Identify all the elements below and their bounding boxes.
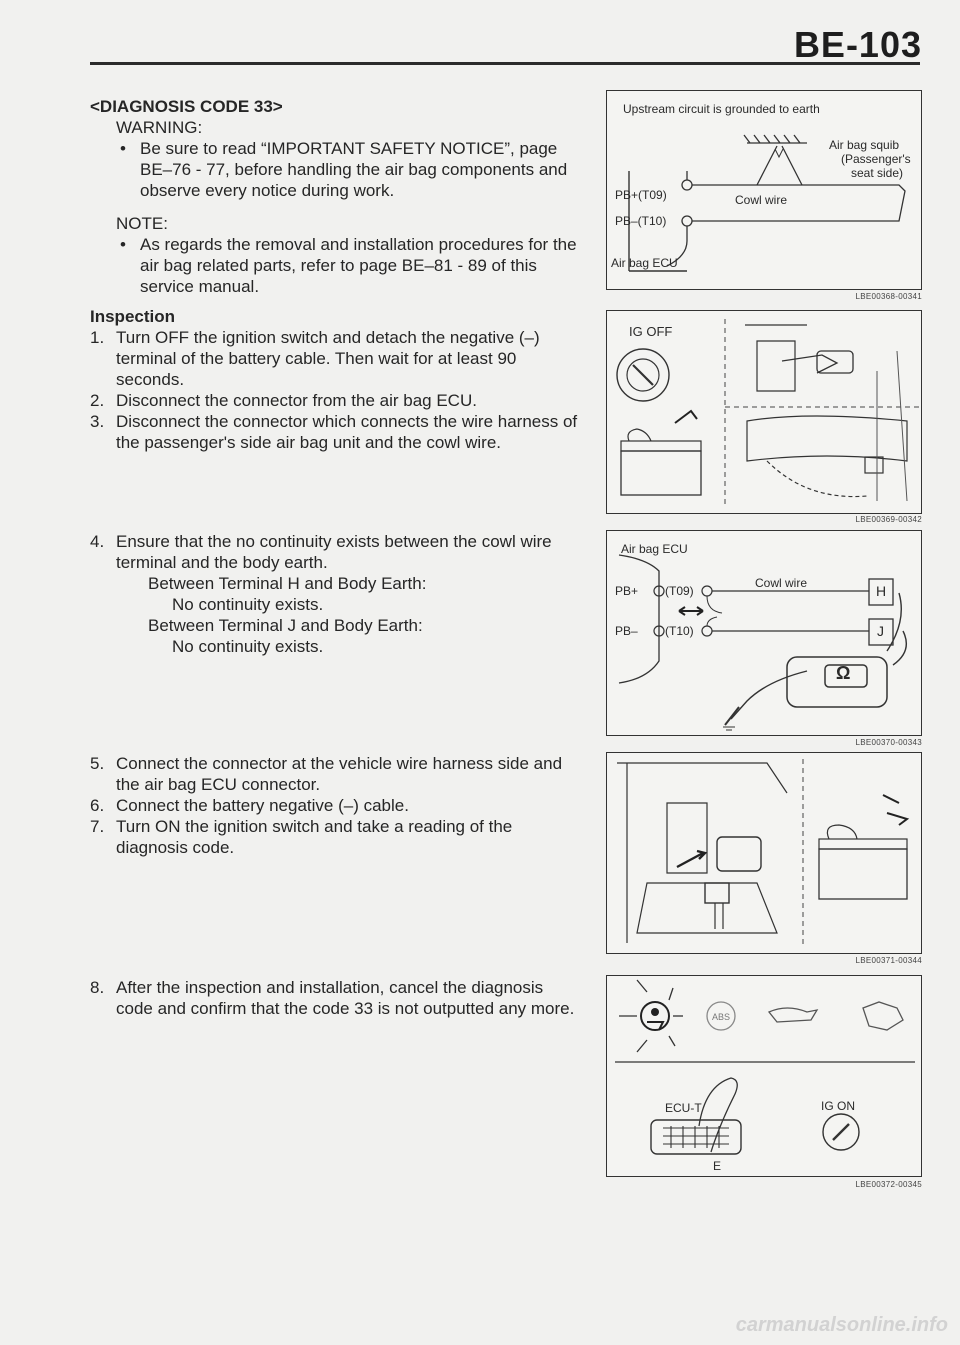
abs-icon: ABS	[712, 1012, 731, 1022]
cowl-wire-label: Cowl wire	[755, 576, 808, 590]
ig-on-label: IG ON	[821, 1099, 856, 1113]
step-number: 3.	[90, 412, 105, 431]
step-text: Turn ON the ignition switch and take a reading of the diagnosis code.	[116, 817, 513, 857]
step-text: After the inspection and installation, cancel the diagnosis code and confirm that the code 33 is not outputted any more.	[116, 978, 575, 1018]
cancel-code-section	[90, 977, 582, 1019]
diagnosis-drawing	[607, 976, 921, 1176]
warning-label: WARNING:	[116, 118, 203, 137]
ecu-t-label: ECU-T	[665, 1101, 702, 1115]
step-number: 4.	[90, 532, 105, 551]
terminal-j-label: J	[877, 623, 884, 639]
terminal-h-label: H	[876, 583, 887, 599]
step-text: Connect the connector at the vehicle wire harness side and the air bag ECU connector.	[116, 754, 563, 794]
pb-plus-label: PB+(T09)	[615, 188, 667, 202]
step-1	[90, 327, 582, 390]
step-3	[90, 411, 582, 453]
figure-continuity-check	[606, 530, 922, 736]
section-title: <DIAGNOSIS CODE 33>	[90, 97, 283, 116]
diagnosis-code-section	[90, 96, 582, 297]
reconnect-drawing	[607, 753, 921, 953]
step-6	[90, 795, 582, 816]
figure-ref: LBE00371-00344	[855, 956, 922, 965]
warning-text: • Be sure to read “IMPORTANT SAFETY NOTICE”, page BE–76 - 77, before handling the air bag components and observe every notice during work.	[90, 138, 582, 201]
check-h-result: No continuity exists.	[172, 595, 324, 614]
check-j-result: No continuity exists.	[172, 637, 324, 656]
step-text: Disconnect the connector which connects the wire harness of the passenger's side air bag unit and the cowl wire.	[116, 412, 578, 452]
figure-ref: LBE00372-00345	[855, 1180, 922, 1189]
step-2	[90, 390, 582, 411]
step-7	[90, 816, 582, 858]
step-text: Turn OFF the ignition switch and detach the negative (–) terminal of the battery cable. Then wait for at least 90 seconds.	[116, 328, 540, 389]
t09-label: (T09)	[665, 584, 694, 598]
pb-minus-label: PB–(T10)	[615, 214, 667, 228]
page-number: BE-103	[793, 24, 922, 65]
ohm-meter-icon: Ω	[836, 663, 851, 683]
check-h-label: Between Terminal H and Body Earth:	[148, 574, 427, 593]
figure-ref: LBE00368-00341	[855, 292, 922, 301]
step-number: 8.	[90, 978, 105, 997]
figure-diagnosis-readout	[606, 975, 922, 1177]
figure-ref: LBE00370-00343	[855, 738, 922, 747]
figure-reconnect	[606, 752, 922, 954]
step-number: 5.	[90, 754, 105, 773]
squib-label: Air bag squib	[829, 138, 900, 152]
t10-label: (T10)	[665, 624, 694, 638]
inspection-title: Inspection	[90, 307, 176, 326]
terminal-e-label: E	[713, 1159, 722, 1173]
inspection-section	[90, 306, 582, 453]
note-label: NOTE:	[116, 214, 168, 233]
reconnect-section	[90, 753, 582, 858]
air-bag-ecu-label: Air bag ECU	[621, 542, 688, 556]
figure-ref: LBE00369-00342	[855, 515, 922, 524]
figure-circuit-diagram	[606, 90, 922, 290]
header-rule	[90, 62, 920, 65]
step-8	[90, 977, 582, 1019]
figure-battery-disconnect	[606, 310, 922, 514]
battery-drawing	[607, 311, 921, 513]
cowl-wire-label: Cowl wire	[735, 193, 788, 207]
squib-label: seat side)	[851, 166, 904, 180]
step-number: 2.	[90, 391, 105, 410]
step-5	[90, 753, 582, 795]
air-bag-ecu-label: Air bag ECU	[611, 256, 678, 270]
step-text: Ensure that the no continuity exists between the cowl wire terminal and the body earth.	[116, 532, 552, 572]
pb-minus-label: PB–	[615, 624, 638, 638]
ig-off-label: IG OFF	[629, 324, 673, 339]
step-number: 6.	[90, 796, 105, 815]
continuity-check-section	[90, 531, 582, 657]
continuity-drawing	[607, 531, 921, 735]
squib-label: (Passenger's	[841, 152, 911, 166]
circuit-title: Upstream circuit is grounded to earth	[623, 102, 820, 116]
step-number: 1.	[90, 328, 105, 347]
note-text: • As regards the removal and installation procedures for the air bag related parts, refer to page BE–81 - 89 of this service manual.	[90, 234, 582, 297]
watermark: carmanualsonline.info	[735, 1314, 948, 1336]
step-text: Connect the battery negative (–) cable.	[116, 796, 409, 815]
step-number: 7.	[90, 817, 105, 836]
step-text: Disconnect the connector from the air bag ECU.	[116, 391, 477, 410]
check-j-label: Between Terminal J and Body Earth:	[148, 616, 423, 635]
step-4	[90, 531, 582, 573]
pb-plus-label: PB+	[615, 584, 639, 598]
